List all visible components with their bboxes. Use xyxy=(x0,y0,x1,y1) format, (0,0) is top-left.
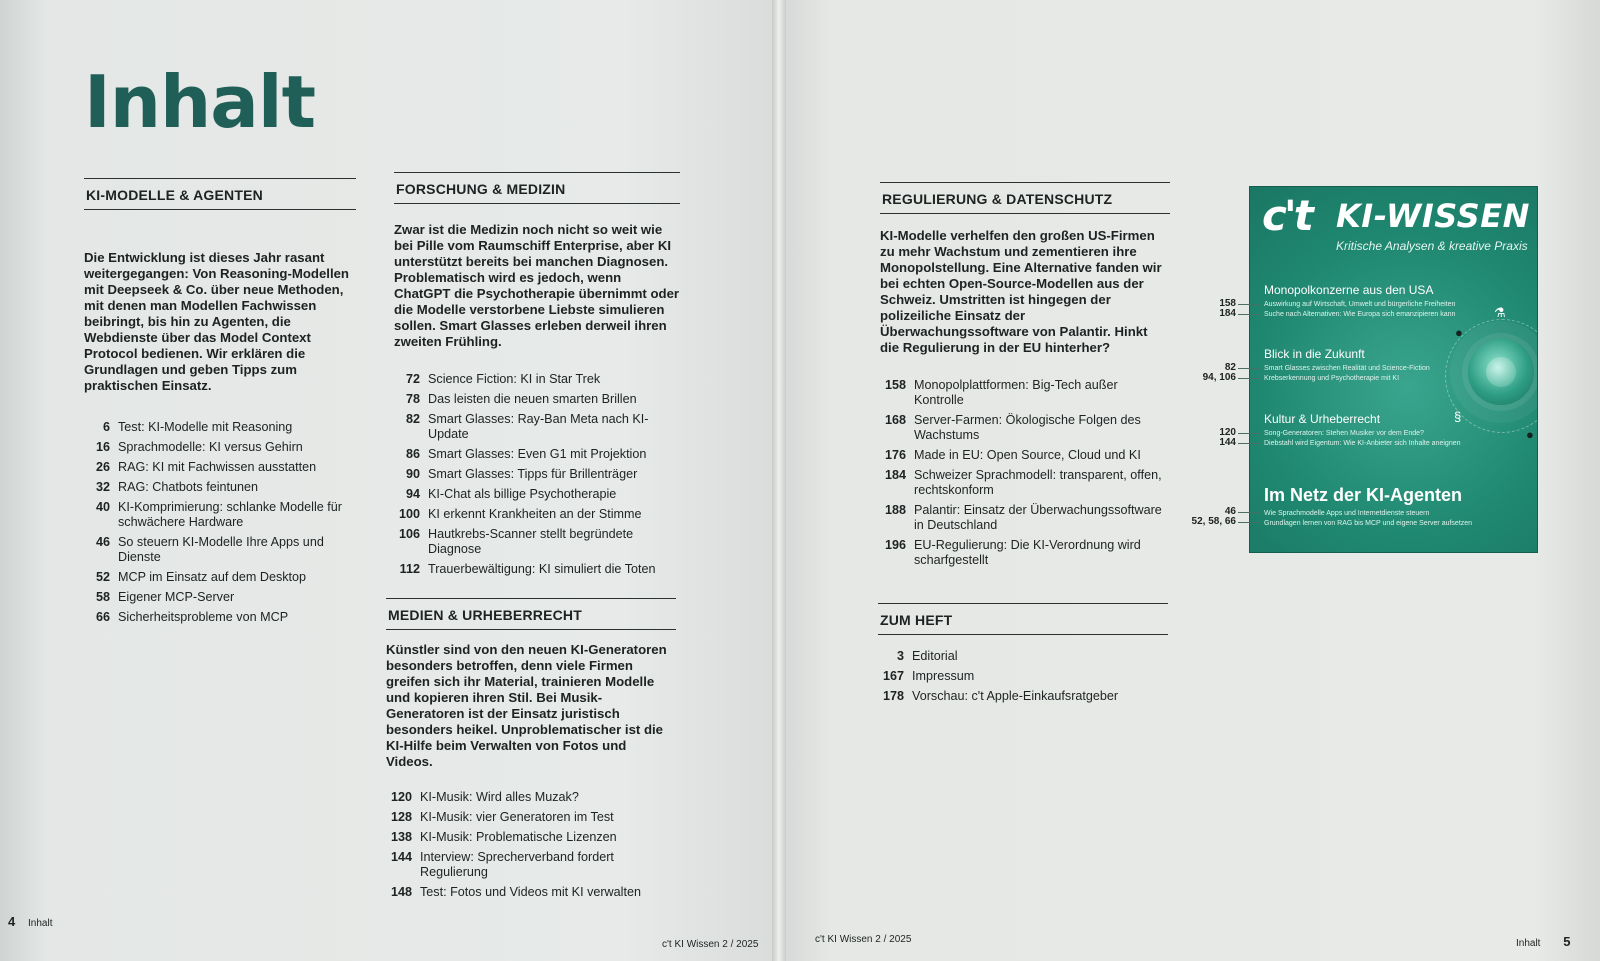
toc-page-number: 46 xyxy=(95,535,110,549)
toc-entry xyxy=(84,610,356,625)
toc-entry xyxy=(394,392,680,407)
section-medien-urheberrecht xyxy=(386,598,676,905)
toc-entry-title: Trauerbewältigung: KI simuliert die Toten xyxy=(428,562,656,576)
ct-logo: c't xyxy=(1262,191,1311,240)
cover-group-line: Diebstahl wird Eigentum: Wie KI-Anbieter sich Inhalte aneignen xyxy=(1264,440,1461,447)
toc-entry-title: Das leisten die neuen smarten Brillen xyxy=(428,392,637,406)
leader-line xyxy=(1238,522,1260,523)
toc-entry xyxy=(880,413,1170,443)
toc-page-number: 196 xyxy=(884,538,906,552)
toc-entry-title: Schweizer Sprachmodell: transparent, offen, rechtskonform xyxy=(914,468,1162,497)
toc-entry-title: Test: Fotos und Videos mit KI verwalten xyxy=(420,885,641,899)
toc-entry-title: KI-Musik: Problematische Lizenzen xyxy=(420,830,617,844)
cover-page-marker: 46 xyxy=(1224,506,1236,517)
toc-page-number: 66 xyxy=(95,610,110,624)
toc-entry-title: Editorial xyxy=(912,649,958,663)
toc-page-number: 3 xyxy=(896,649,904,663)
toc-page-number: 178 xyxy=(882,689,904,703)
toc-entry-title: EU-Regulierung: Die KI-Verordnung wird scharfgestellt xyxy=(914,538,1141,567)
toc-entry-title: Smart Glasses: Even G1 mit Projektion xyxy=(428,447,647,461)
book-gutter xyxy=(772,0,786,961)
section-intro: KI-Modelle verhelfen den großen US-Firmen zu mehr Wachstum und zementieren ihre Monopolstellung. Eine Alternative fanden wir bei echten Open-Source-Modellen aus der Schweiz. Umstritten ist hingegen der polizeiliche Einsatz der Überwachungssoftware von Palantir. Hinkt die Regulierung in der EU hinterher? xyxy=(880,228,1162,355)
cover-group-line: Smart Glasses zwischen Realität und Science-Fiction xyxy=(1264,365,1430,372)
cover-group-line: Grundlagen lernen von RAG bis MCP und eigene Server aufsetzen xyxy=(1264,520,1473,527)
cover-page-marker: 82 xyxy=(1224,362,1236,373)
toc-entry-title: MCP im Einsatz auf dem Desktop xyxy=(118,570,307,584)
toc-entry xyxy=(84,590,356,605)
footer-right xyxy=(1516,934,1570,949)
brain-icon: ● xyxy=(1526,427,1534,442)
section-heading: MEDIEN & URHEBERRECHT xyxy=(386,598,676,630)
cover-page-marker: 158 xyxy=(1219,298,1236,309)
toc-entry-title: Test: KI-Modelle mit Reasoning xyxy=(118,420,293,434)
toc-page-number: 144 xyxy=(390,850,412,864)
paragraph-icon: § xyxy=(1454,409,1462,424)
cover-group-title: Monopolkonzerne aus den USA xyxy=(1264,283,1434,297)
toc-entry-title: Palantir: Einsatz der Überwachungssoftware in Deutschland xyxy=(914,503,1162,532)
section-forschung-medizin xyxy=(394,172,680,582)
toc-page-number: 72 xyxy=(405,372,420,386)
toc-page-number: 188 xyxy=(884,503,906,517)
toc-page-number: 78 xyxy=(405,392,420,406)
toc-entry xyxy=(880,503,1170,533)
toc-page-number: 138 xyxy=(390,830,412,844)
toc-entry-title: Smart Glasses: Tipps für Brillenträger xyxy=(428,467,638,481)
toc-page-number: 40 xyxy=(95,500,110,514)
toc-page-number: 176 xyxy=(884,448,906,462)
toc-list xyxy=(386,790,676,900)
toc-entry-title: KI-Musik: vier Generatoren im Test xyxy=(420,810,614,824)
toc-entry xyxy=(84,440,356,455)
footer-magazine-left: c't KI Wissen 2 / 2025 xyxy=(662,939,759,950)
toc-page-number: 167 xyxy=(882,669,904,683)
toc-entry xyxy=(394,412,680,442)
toc-page-number: 128 xyxy=(390,810,412,824)
toc-entry-title: Interview: Sprecherverband fordert Regulierung xyxy=(420,850,614,879)
toc-list xyxy=(394,372,680,577)
toc-entry xyxy=(394,372,680,387)
planet-illustration xyxy=(1468,339,1534,405)
head-icon: ● xyxy=(1455,325,1463,340)
toc-entry xyxy=(386,885,676,900)
toc-page-number: 106 xyxy=(398,527,420,541)
toc-entry-title: Hautkrebs-Scanner stellt begründete Diagnose xyxy=(428,527,634,556)
toc-entry-title: Eigener MCP-Server xyxy=(118,590,235,604)
toc-entry xyxy=(386,810,676,825)
leader-line xyxy=(1238,443,1260,444)
toc-entry xyxy=(394,562,680,577)
toc-entry-title: KI-Komprimierung: schlanke Modelle für schwächere Hardware xyxy=(118,500,342,529)
toc-entry xyxy=(878,669,1168,684)
toc-entry xyxy=(84,420,356,435)
toc-entry xyxy=(880,468,1170,498)
section-intro: Die Entwicklung ist dieses Jahr rasant weitergegangen: Von Reasoning-Modellen mit Deepseek & Co. über neue Methoden, mit denen man Modellen Fachwissen beibringt, bis hin zu Agenten, die Webdienste über das Model Context Protocol bedienen. Wir erklären die Grundlagen und geben Tipps zum praktischen Einsatz. xyxy=(84,250,349,393)
toc-entry xyxy=(880,538,1170,568)
toc-page-number: 148 xyxy=(390,885,412,899)
toc-page-number: 16 xyxy=(95,440,110,454)
toc-list xyxy=(880,378,1170,568)
toc-entry xyxy=(386,790,676,805)
toc-page-number: 158 xyxy=(884,378,906,392)
section-intro: Künstler sind von den neuen KI-Generatoren besonders betroffen, denn viele Firmen greifen sich ihr Material, trainieren Modelle und kopieren ihren Stil. Bei Musik-Generatoren ist der Einsatz juristisch besonders heikel. Unproblematischer ist die KI-Hilfe beim Verwalten von Fotos und Videos. xyxy=(386,642,667,769)
toc-page-number: 112 xyxy=(399,562,420,576)
toc-entry-title: RAG: KI mit Fachwissen ausstatten xyxy=(118,460,317,474)
page-number: 5 xyxy=(1563,934,1571,949)
toc-entry xyxy=(394,507,680,522)
footer-label: Inhalt xyxy=(28,918,53,929)
toc-entry xyxy=(386,830,676,845)
cover-page-marker: 144 xyxy=(1219,437,1236,448)
toc-entry-title: Impressum xyxy=(912,669,975,683)
toc-page-number: 32 xyxy=(95,480,110,494)
toc-entry-title: Vorschau: c't Apple-Einkaufsratgeber xyxy=(912,689,1119,703)
cover-page-marker: 120 xyxy=(1219,427,1236,438)
magazine-cover xyxy=(1249,186,1538,553)
page-number: 4 xyxy=(8,914,16,929)
toc-entry-title: KI erkennt Krankheiten an der Stimme xyxy=(428,507,642,521)
toc-page-number: 94 xyxy=(405,487,420,501)
cover-page-marker: 184 xyxy=(1219,308,1236,319)
toc-entry xyxy=(84,480,356,495)
toc-page-number: 26 xyxy=(95,460,110,474)
footer-left xyxy=(8,914,52,929)
section-heading: FORSCHUNG & MEDIZIN xyxy=(394,172,680,204)
page-title: Inhalt xyxy=(84,60,315,144)
toc-entry-title: Sicherheitsprobleme von MCP xyxy=(118,610,289,624)
toc-entry xyxy=(386,850,676,880)
toc-entry-title: So steuern KI-Modelle Ihre Apps und Dienste xyxy=(118,535,324,564)
toc-entry-title: Server-Farmen: Ökologische Folgen des Wachstums xyxy=(914,413,1141,442)
leader-line xyxy=(1238,368,1260,369)
toc-list xyxy=(878,649,1168,704)
toc-entry xyxy=(394,527,680,557)
section-zum-heft xyxy=(878,603,1168,709)
toc-list xyxy=(84,420,356,625)
section-intro: Zwar ist die Medizin noch nicht so weit wie bei Pille vom Raumschiff Enterprise, aber KI unterstützt bereits bei manchen Diagnosen. Problematisch wird es jedoch, wenn ChatGPT die Psychotherapie übernimmt oder die Modelle verstorbene Liebste simulieren sollen. Smart Glasses erleben derweil ihren zweiten Frühling. xyxy=(394,222,680,349)
cover-group-line: Wie Sprachmodelle Apps und Internetdienste steuern xyxy=(1264,510,1430,517)
toc-entry xyxy=(84,460,356,475)
section-heading: KI-MODELLE & AGENTEN xyxy=(84,178,356,210)
toc-page-number: 86 xyxy=(405,447,420,461)
leader-line xyxy=(1238,378,1260,379)
toc-entry-title: Sprachmodelle: KI versus Gehirn xyxy=(118,440,303,454)
toc-page-number: 6 xyxy=(102,420,110,434)
leader-line xyxy=(1238,304,1260,305)
toc-entry xyxy=(84,570,356,585)
toc-entry xyxy=(84,500,356,530)
cover-page-marker: 94, 106 xyxy=(1202,372,1236,383)
footer-label: Inhalt xyxy=(1516,938,1541,949)
toc-page-number: 100 xyxy=(398,507,420,521)
toc-entry xyxy=(394,447,680,462)
cover-group-line: Auswirkung auf Wirtschaft, Umwelt und bürgerliche Freiheiten xyxy=(1264,301,1456,308)
cover-group-title: Blick in die Zukunft xyxy=(1264,347,1365,361)
toc-entry xyxy=(878,689,1168,704)
cover-group-title: Kultur & Urheberrecht xyxy=(1264,412,1381,426)
toc-entry xyxy=(84,535,356,565)
leader-line xyxy=(1238,512,1260,513)
toc-entry-title: Monopolplattformen: Big-Tech außer Kontrolle xyxy=(914,378,1118,407)
cover-tagline: Kritische Analysen & kreative Praxis xyxy=(1336,239,1528,253)
toc-entry-title: Science Fiction: KI in Star Trek xyxy=(428,372,601,386)
toc-entry-title: Made in EU: Open Source, Cloud und KI xyxy=(914,448,1141,462)
toc-entry-title: RAG: Chatbots feintunen xyxy=(118,480,259,494)
cover-group-line: Krebserkennung und Psychotherapie mit KI xyxy=(1264,375,1400,382)
leader-line xyxy=(1238,314,1260,315)
toc-page-number: 52 xyxy=(95,570,110,584)
section-heading: ZUM HEFT xyxy=(878,603,1168,635)
toc-page-number: 82 xyxy=(405,412,420,426)
toc-entry-title: Smart Glasses: Ray-Ban Meta nach KI-Update xyxy=(428,412,649,441)
cover-group-line: Suche nach Alternativen: Wie Europa sich emanzipieren kann xyxy=(1264,311,1456,318)
toc-entry-title: KI-Chat als billige Psychotherapie xyxy=(428,487,617,501)
toc-entry-title: KI-Musik: Wird alles Muzak? xyxy=(420,790,579,804)
toc-entry xyxy=(878,649,1168,664)
toc-entry xyxy=(880,448,1170,463)
microscope-icon: ⚗ xyxy=(1494,305,1506,320)
leader-line xyxy=(1238,433,1260,434)
toc-page-number: 184 xyxy=(884,468,906,482)
toc-entry xyxy=(394,487,680,502)
cover-group-line: Song-Generatoren: Stehen Musiker vor dem Ende? xyxy=(1264,430,1424,437)
section-heading: REGULIERUNG & DATENSCHUTZ xyxy=(880,182,1170,214)
toc-page-number: 90 xyxy=(405,467,420,481)
cover-brand: KI-WISSEN xyxy=(1336,197,1530,235)
toc-entry xyxy=(880,378,1170,408)
toc-page-number: 168 xyxy=(884,413,906,427)
toc-entry xyxy=(394,467,680,482)
footer-magazine-right: c't KI Wissen 2 / 2025 xyxy=(815,934,912,945)
section-regulierung-datenschutz xyxy=(880,182,1170,573)
cover-page-marker: 52, 58, 66 xyxy=(1191,516,1236,527)
section-ki-modelle xyxy=(84,178,356,630)
toc-page-number: 120 xyxy=(390,790,412,804)
toc-page-number: 58 xyxy=(95,590,110,604)
cover-headline: Im Netz der KI-Agenten xyxy=(1264,485,1463,505)
